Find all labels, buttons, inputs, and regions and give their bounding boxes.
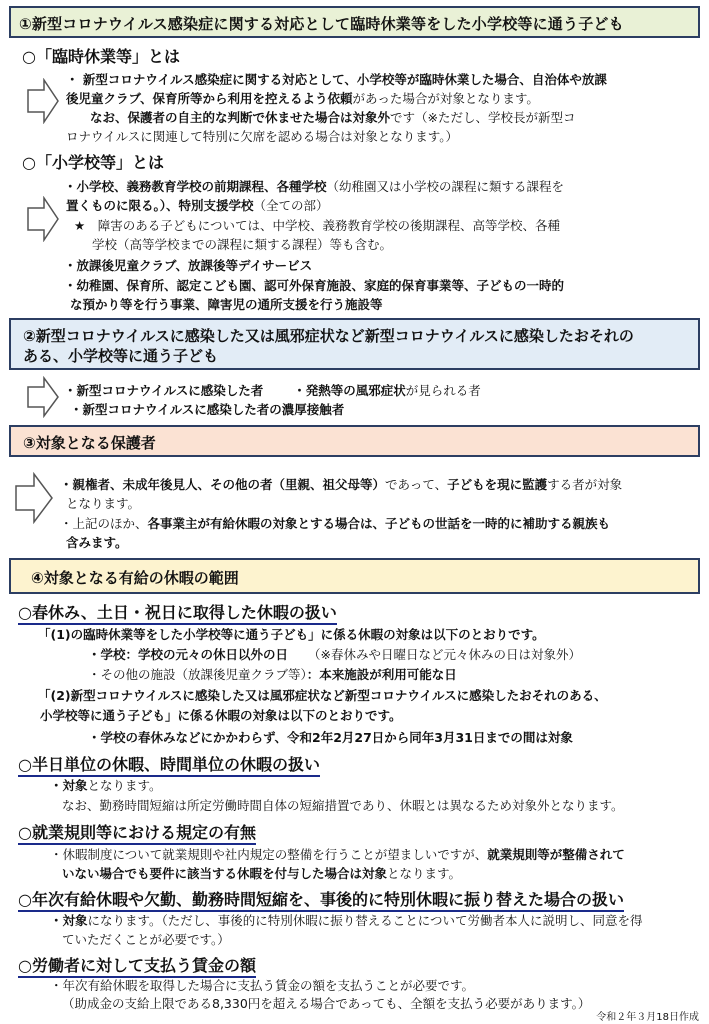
q2-heading: ○「小学校等」とは [22,153,164,172]
arrow-icon [14,472,54,524]
subsection-wage-heading: ○労働者に対して支払う賃金の額 [18,953,256,976]
holidays-line5: 小学校等に通う子ども」に係る休暇の対象は以下のとおりです。 [40,708,402,723]
subsection-rules-heading: ○就業規則等における規定の有無 [18,820,256,843]
q2-line7: な預かり等を行う事業、障害児の通所支援を行う施設等 [70,297,383,312]
q1-line2: 後児童クラブ、保育所等から利用を控えるよう依頼があった場合が対象となります。 [66,91,539,106]
transfer-line1: ・対象になります。（ただし、事後的に特別休暇に振り替えることについて労働者本人に説明し、同意を得 [50,913,643,928]
section1-header [9,6,700,38]
s3-line1: ・親権者、未成年後見人、その他の者（里親、祖父母等）であって、子どもを現に監護する者が対象 [60,477,623,492]
section4-header [9,558,700,594]
s3-line3: ・上記のほか、各事業主が有給休暇の対象とする場合は、子どもの世話を一時的に補助する親族も [60,516,611,531]
section3-header [9,425,700,457]
section2-header [9,318,700,370]
section1-title: ①新型コロナウイルス感染症に関する対応として臨時休業等をした小学校等に通う子ども [19,15,624,33]
section4-title: ④対象となる有給の休暇の範囲 [31,569,239,587]
section3-title: ③対象となる保護者 [23,434,156,452]
rules-line1: ・休暇制度について就業規則や社内規定の整備を行うことが望ましいですが、就業規則等が整備されて [50,847,625,862]
creation-date: 令和２年３月18日作成 [596,1012,699,1023]
section2-title-line2: ある、小学校等に通う子ども [23,347,219,365]
s3-line2: となります。 [66,496,141,511]
holidays-line3: ・その他の施設（放課後児童クラブ等）：本来施設が利用可能な日 [88,667,457,682]
wage-line1: ・年次有給休暇を取得した場合に支払う賃金の額を支払うことが必要です。 [50,978,475,993]
holidays-line1: 「(1)の臨時休業等をした小学校等に通う子ども」に係る休暇の対象は以下のとおりです。 [38,627,545,642]
s2-line1: ・新型コロナウイルスに感染した者 ・発熱等の風邪症状が見られる者 [64,383,481,398]
q1-line4: ロナウイルスに関連して特別に欠席を認める場合は対象となります。） [66,129,459,144]
transfer-line2: ていただくことが必要です。） [62,932,230,947]
rules-line2: いない場合でも要件に該当する休暇を付与した場合は対象となります。 [62,866,462,881]
wage-line2: （助成金の支給上限である8,330円を超える場合であっても、全額を支払う必要があります。） [62,996,591,1011]
holidays-line6: ・学校の春休みなどにかかわらず、令和2年2月27日から同年3月31日までの間は対象 [88,730,573,745]
holidays-line4: 「(2)新型コロナウイルスに感染した又は風邪症状など新型コロナウイルスに感染したおそれのある、 [38,688,607,703]
subsection-halfday-heading: ○半日単位の休暇、時間単位の休暇の扱い [18,752,320,775]
subsection-holidays-heading: ○春休み、土日・祝日に取得した休暇の扱い [18,600,337,623]
q2-line3: ★ 障害のある子どもについては、中学校、義務教育学校の後期課程、高等学校、各種 [74,218,560,233]
arrow-icon [26,196,60,242]
q1-heading: ○「臨時休業等」とは [22,47,180,66]
q1-line1: ・ 新型コロナウイルス感染症に関する対応として、小学校等が臨時休業した場合、自治体や放課 [66,72,607,87]
q1-line3: なお、保護者の自主的な判断で休ませた場合は対象外です（※ただし、学校長が新型コ [90,110,576,125]
halfday-line1: ・対象となります。 [50,778,162,793]
s3-line4: 含みます。 [66,535,128,550]
subsection-transfer-heading: ○年次有給休暇や欠勤、勤務時間短縮を、事後的に特別休暇に振り替えた場合の扱い [18,887,624,910]
s2-line2: ・新型コロナウイルスに感染した者の濃厚接触者 [70,402,345,417]
q2-line4: 学校（高等学校までの課程に類する課程）等も含む。 [92,237,393,252]
q2-line1: ・小学校、義務教育学校の前期課程、各種学校（幼稚園又は小学校の課程に類する課程を [64,179,565,194]
q2-line6: ・幼稚園、保育所、認定こども園、認可外保育施設、家庭的保育事業等、子どもの一時的 [64,278,565,293]
q2-line2: 置くものに限る。）、特別支援学校（全ての部） [66,198,329,213]
holidays-line2: ・学校：学校の元々の休日以外の日 （※春休みや日曜日など元々休みの日は対象外） [88,647,581,662]
q2-line5: ・放課後児童クラブ、放課後等デイサービス [64,258,313,273]
arrow-icon [26,78,60,124]
halfday-line2: なお、勤務時間短縮は所定労働時間自体の短縮措置であり、休暇とは異なるため対象外となります。 [62,798,624,813]
section2-title-line1: ②新型コロナウイルスに感染した又は風邪症状など新型コロナウイルスに感染したおそれの [23,327,634,345]
arrow-icon [26,376,60,418]
